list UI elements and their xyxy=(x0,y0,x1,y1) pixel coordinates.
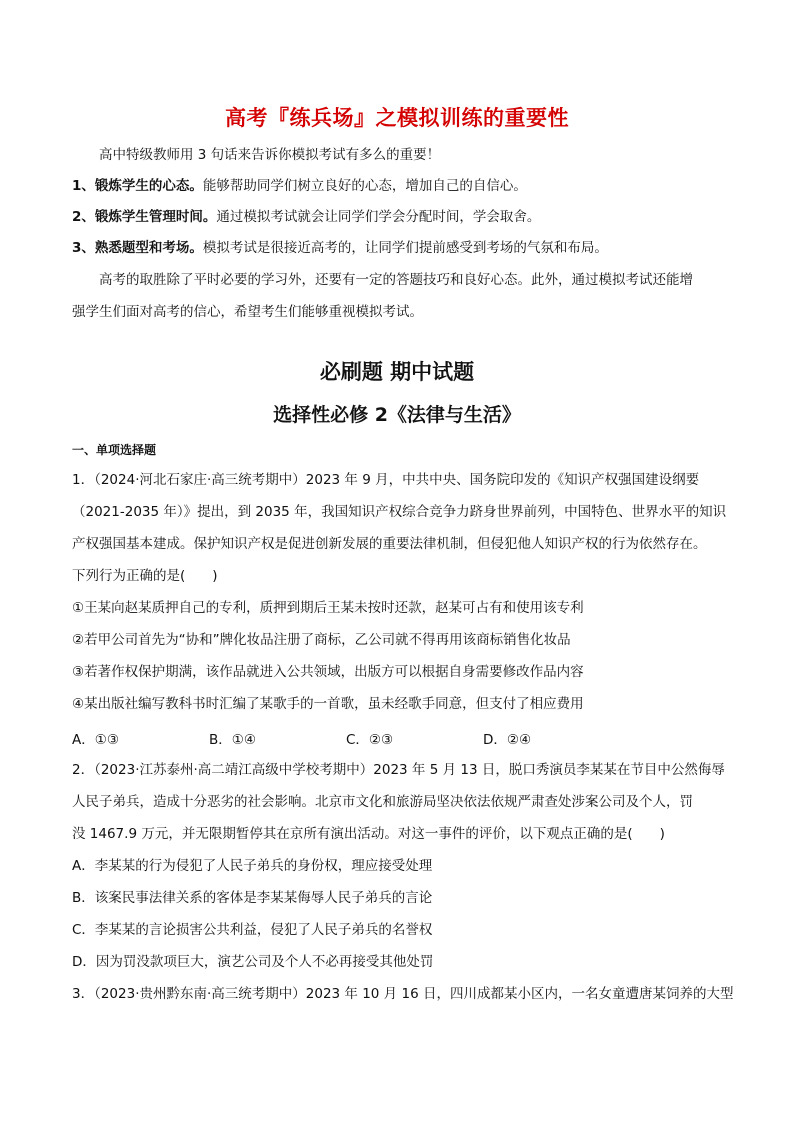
q1-statement-2: ②若甲公司首先为“协和”牌化妆品注册了商标，乙公司就不得再用该商标销售化妆品 xyxy=(72,632,571,648)
q2-line-2: 人民子弟兵，造成十分恶劣的社会影响。北京市文化和旅游局坚决依法依规严肃查处涉案公司及个人，罚 xyxy=(72,794,693,810)
promo-point-3 xyxy=(72,238,608,258)
q1-option-c: C．②③ xyxy=(346,732,394,748)
q2-option-d: D．因为罚没款项巨大，演艺公司及个人不必再接受其他处罚 xyxy=(72,954,434,970)
q2-option-c: C．李某某的言论损害公共利益，侵犯了人民子弟兵的名誉权 xyxy=(72,922,433,938)
q1-option-a: A．①③ xyxy=(72,732,119,748)
q2-option-b: B．该案民事法律关系的客体是李某某侮辱人民子弟兵的言论 xyxy=(72,890,433,906)
promo-point-3-head: 3、熟悉题型和考场。 xyxy=(72,240,203,256)
q1-statement-4: ④某出版社编写教科书时汇编了某歌手的一首歌，虽未经歌手同意，但支付了相应费用 xyxy=(72,696,584,712)
exam-subtitle: 选择性必修 2《法律与生活》 xyxy=(273,404,521,426)
promo-point-2-text: 通过模拟考试就会让同学们学会分配时间，学会取舍。 xyxy=(216,209,541,225)
promo-point-1-text: 能够帮助同学们树立良好的心态，增加自己的自信心。 xyxy=(202,178,527,194)
q1-option-b: B．①④ xyxy=(209,732,256,748)
exam-title: 必刷题 期中试题 xyxy=(319,360,475,384)
q1-statement-1: ①王某向赵某质押自己的专利，质押到期后王某未按时还款，赵某可占有和使用该专利 xyxy=(72,600,584,616)
promo-point-1 xyxy=(72,176,527,196)
q3-line-1: 3．（2023·贵州黔东南·高三统考期中）2023 年 10 月 16 日，四川成都某小区内，一名女童遭唐某饲养的大型 xyxy=(72,986,734,1002)
q2-line-3: 没 1467.9 万元，并无限期暂停其在京所有演出活动。对这一事件的评价，以下观点正确的是( ) xyxy=(72,826,665,842)
q1-statement-3: ③若著作权保护期满，该作品就进入公共领域，出版方可以根据自身需要修改作品内容 xyxy=(72,664,584,680)
q1-option-d: D．②④ xyxy=(483,732,532,748)
promo-lead: 高中特级教师用 3 句话来告诉你模拟考试有多么的重要！ xyxy=(99,147,441,163)
promo-closing-line-2: 强学生们面对高考的信心，希望考生们能够重视模拟考试。 xyxy=(72,304,423,320)
q1-line-4: 下列行为正确的是( ) xyxy=(72,568,218,584)
q2-option-a: A．李某某的行为侵犯了人民子弟兵的身份权，理应接受处理 xyxy=(72,858,433,874)
q1-options xyxy=(72,728,531,748)
promo-point-3-text: 模拟考试是很接近高考的，让同学们提前感受到考场的气氛和布局。 xyxy=(202,240,608,256)
q2-line-1: 2．（2023·江苏泰州·高二靖江高级中学校考期中）2023 年 5 月 13 日，脱口秀演员李某某在节目中公然侮辱 xyxy=(72,762,725,778)
promo-title: 高考『练兵场』之模拟训练的重要性 xyxy=(225,106,569,130)
q1-line-3: 产权强国基本建成。保护知识产权是促进创新发展的重要法律机制，但侵犯他人知识产权的行为依然存在。 xyxy=(72,536,707,552)
promo-point-2 xyxy=(72,207,540,227)
q1-line-2: （2021-2035 年）》提出，到 2035 年，我国知识产权综合竞争力跻身世界前列，中国特色、世界水平的知识 xyxy=(72,504,727,520)
section-heading: 一、单项选择题 xyxy=(72,443,157,457)
q1-line-1: 1．（2024·河北石家庄·高三统考期中）2023 年 9 月，中共中央、国务院印发的《知识产权强国建设纲要 xyxy=(72,472,700,488)
promo-point-2-head: 2、锻炼学生管理时间。 xyxy=(72,209,217,225)
promo-closing-line-1: 高考的取胜除了平时必要的学习外，还要有一定的答题技巧和良好心态。此外，通过模拟考试还能增 xyxy=(99,272,693,288)
promo-point-1-head: 1、锻炼学生的心态。 xyxy=(72,178,203,194)
